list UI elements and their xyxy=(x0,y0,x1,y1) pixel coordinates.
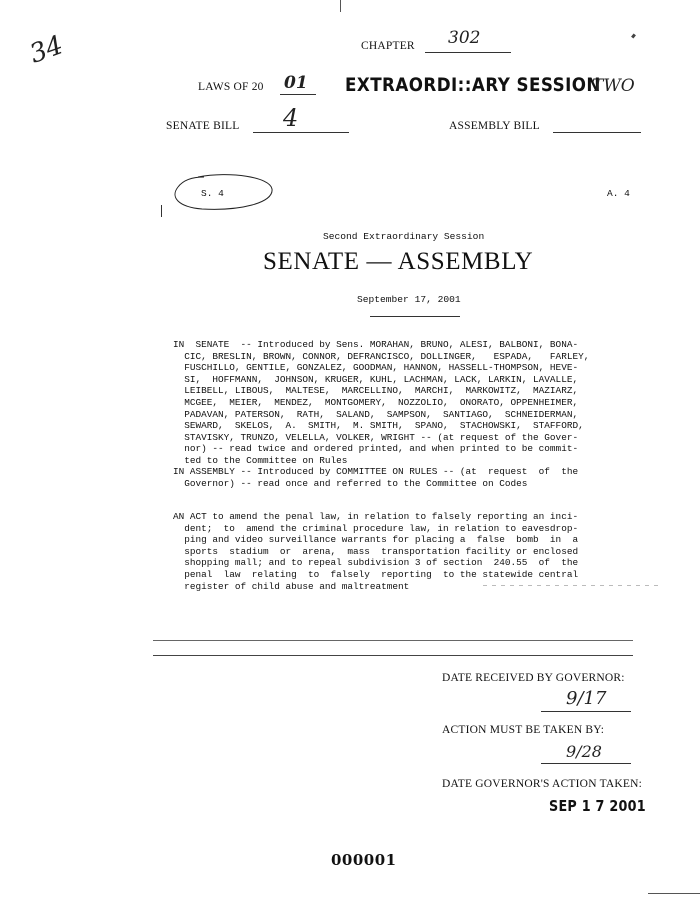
assembly-bill-label: ASSEMBLY BILL xyxy=(449,120,540,132)
laws-year: 01 xyxy=(284,73,308,93)
bill-date: September 17, 2001 xyxy=(357,294,461,305)
senate-bill-label: SENATE BILL xyxy=(166,120,240,132)
laws-underline xyxy=(280,94,316,95)
assembly-intro-line: Governor) -- read once and referred to the Committee on Codes xyxy=(173,477,528,489)
senate-intro-line: CIC, BRESLIN, BROWN, CONNOR, DEFRANCISCO, DOLLINGER, ESPADA, FARLEY, xyxy=(173,350,590,362)
act-text-line: dent; to amend the criminal procedure law, in relation to eavesdrop- xyxy=(173,522,579,534)
senate-intro-line: nor) -- read twice and ordered printed, and when printed to be commit- xyxy=(173,443,579,455)
act-text-line: penal law relating to falsely reporting to the statewide central xyxy=(173,568,579,580)
margin-tick xyxy=(161,205,162,217)
corner-scan-mark xyxy=(631,34,636,39)
page-stamp: 000001 xyxy=(331,851,397,869)
act-text-line: ping and video surveillance warrants for placing a false bomb in a xyxy=(173,534,579,546)
date-rule xyxy=(370,316,460,317)
act-text xyxy=(173,511,578,592)
act-text-line: register of child abuse and maltreatment xyxy=(173,580,410,592)
senate-intro-line: FUSCHILLO, GENTILE, GONZALEZ, GOODMAN, HANNON, HASSELL-THOMPSON, HEVE- xyxy=(173,362,579,374)
senate-intro-line: SEWARD, SKELOS, A. SMITH, M. SMITH, SPANO, STACHOWSKI, STAFFORD, xyxy=(173,420,584,432)
received-value: 9/17 xyxy=(566,688,607,709)
senate-intro-line: LEIBELL, LIBOUS, MALTESE, MARCELLINO, MARCHI, MARKOWITZ, MAZIARZ, xyxy=(173,385,579,397)
act-text-line: AN ACT to amend the penal law, in relation to falsely reporting an inci- xyxy=(173,511,579,522)
senate-intro-line: ted to the Committee on Rules xyxy=(173,454,348,466)
act-text-line: shopping mall; and to repeal subdivision 3 of section 240.55 of the xyxy=(173,557,579,569)
taken-label: DATE GOVERNOR'S ACTION TAKEN: xyxy=(442,778,643,790)
senate-number: S. 4 xyxy=(201,188,224,199)
session-line: Second Extraordinary Session xyxy=(323,231,485,242)
senate-intro-line: SI, HOFFMANN, JOHNSON, KRUGER, KUHL, LACHMAN, LACK, LARKIN, LAVALLE, xyxy=(173,373,579,385)
senate-intro-line: IN SENATE -- Introduced by Sens. MORAHAN, BRUNO, ALESI, BALBONI, BONA- xyxy=(173,339,579,350)
taken-value: SEP 1 7 2001 xyxy=(549,797,646,815)
received-label: DATE RECEIVED BY GOVERNOR: xyxy=(442,672,625,684)
assembly-intro xyxy=(173,466,578,489)
chapter-label: CHAPTER xyxy=(361,40,415,52)
senate-number-circle xyxy=(170,171,280,219)
top-scan-mark xyxy=(340,0,341,12)
assembly-number: A. 4 xyxy=(607,188,630,199)
action-underline xyxy=(541,763,631,764)
assembly-bill-underline xyxy=(553,132,641,133)
corner-handwritten-mark: 34 xyxy=(25,30,68,70)
bill-title: SENATE — ASSEMBLY xyxy=(263,248,534,275)
senate-intro-line: MCGEE, MEIER, MENDEZ, MONTGOMERY, NOZZOLIO, ONORATO, OPPENHEIMER, xyxy=(173,396,579,408)
rule-upper xyxy=(153,640,633,641)
senate-intro xyxy=(173,339,589,467)
scan-artifact xyxy=(483,585,663,586)
senate-bill-number: 4 xyxy=(283,104,299,132)
senate-bill-underline xyxy=(253,132,349,133)
assembly-intro-line: IN ASSEMBLY -- Introduced by COMMITTEE ON RULES -- (at request of the xyxy=(173,466,579,477)
senate-intro-line: STAVISKY, TRUNZO, VELELLA, VOLKER, WRIGHT -- (at request of the Gover- xyxy=(173,431,579,443)
action-label: ACTION MUST BE TAKEN BY: xyxy=(442,724,605,736)
chapter-underline xyxy=(425,52,511,53)
session-stamp: EXTRAORDI::ARY SESSION xyxy=(345,74,601,96)
rule-lower xyxy=(153,655,633,656)
act-text-line: sports stadium or arena, mass transportation facility or enclosed xyxy=(173,545,579,557)
action-value: 9/28 xyxy=(566,742,602,761)
session-number: TWO xyxy=(592,76,635,96)
laws-label: LAWS OF 20 xyxy=(198,81,264,93)
senate-intro-line: PADAVAN, PATERSON, RATH, SALAND, SAMPSON, SANTIAGO, SCHNEIDERMAN, xyxy=(173,408,579,420)
received-underline xyxy=(541,711,631,712)
chapter-number: 302 xyxy=(448,28,481,48)
bottom-scan-mark xyxy=(648,893,700,894)
